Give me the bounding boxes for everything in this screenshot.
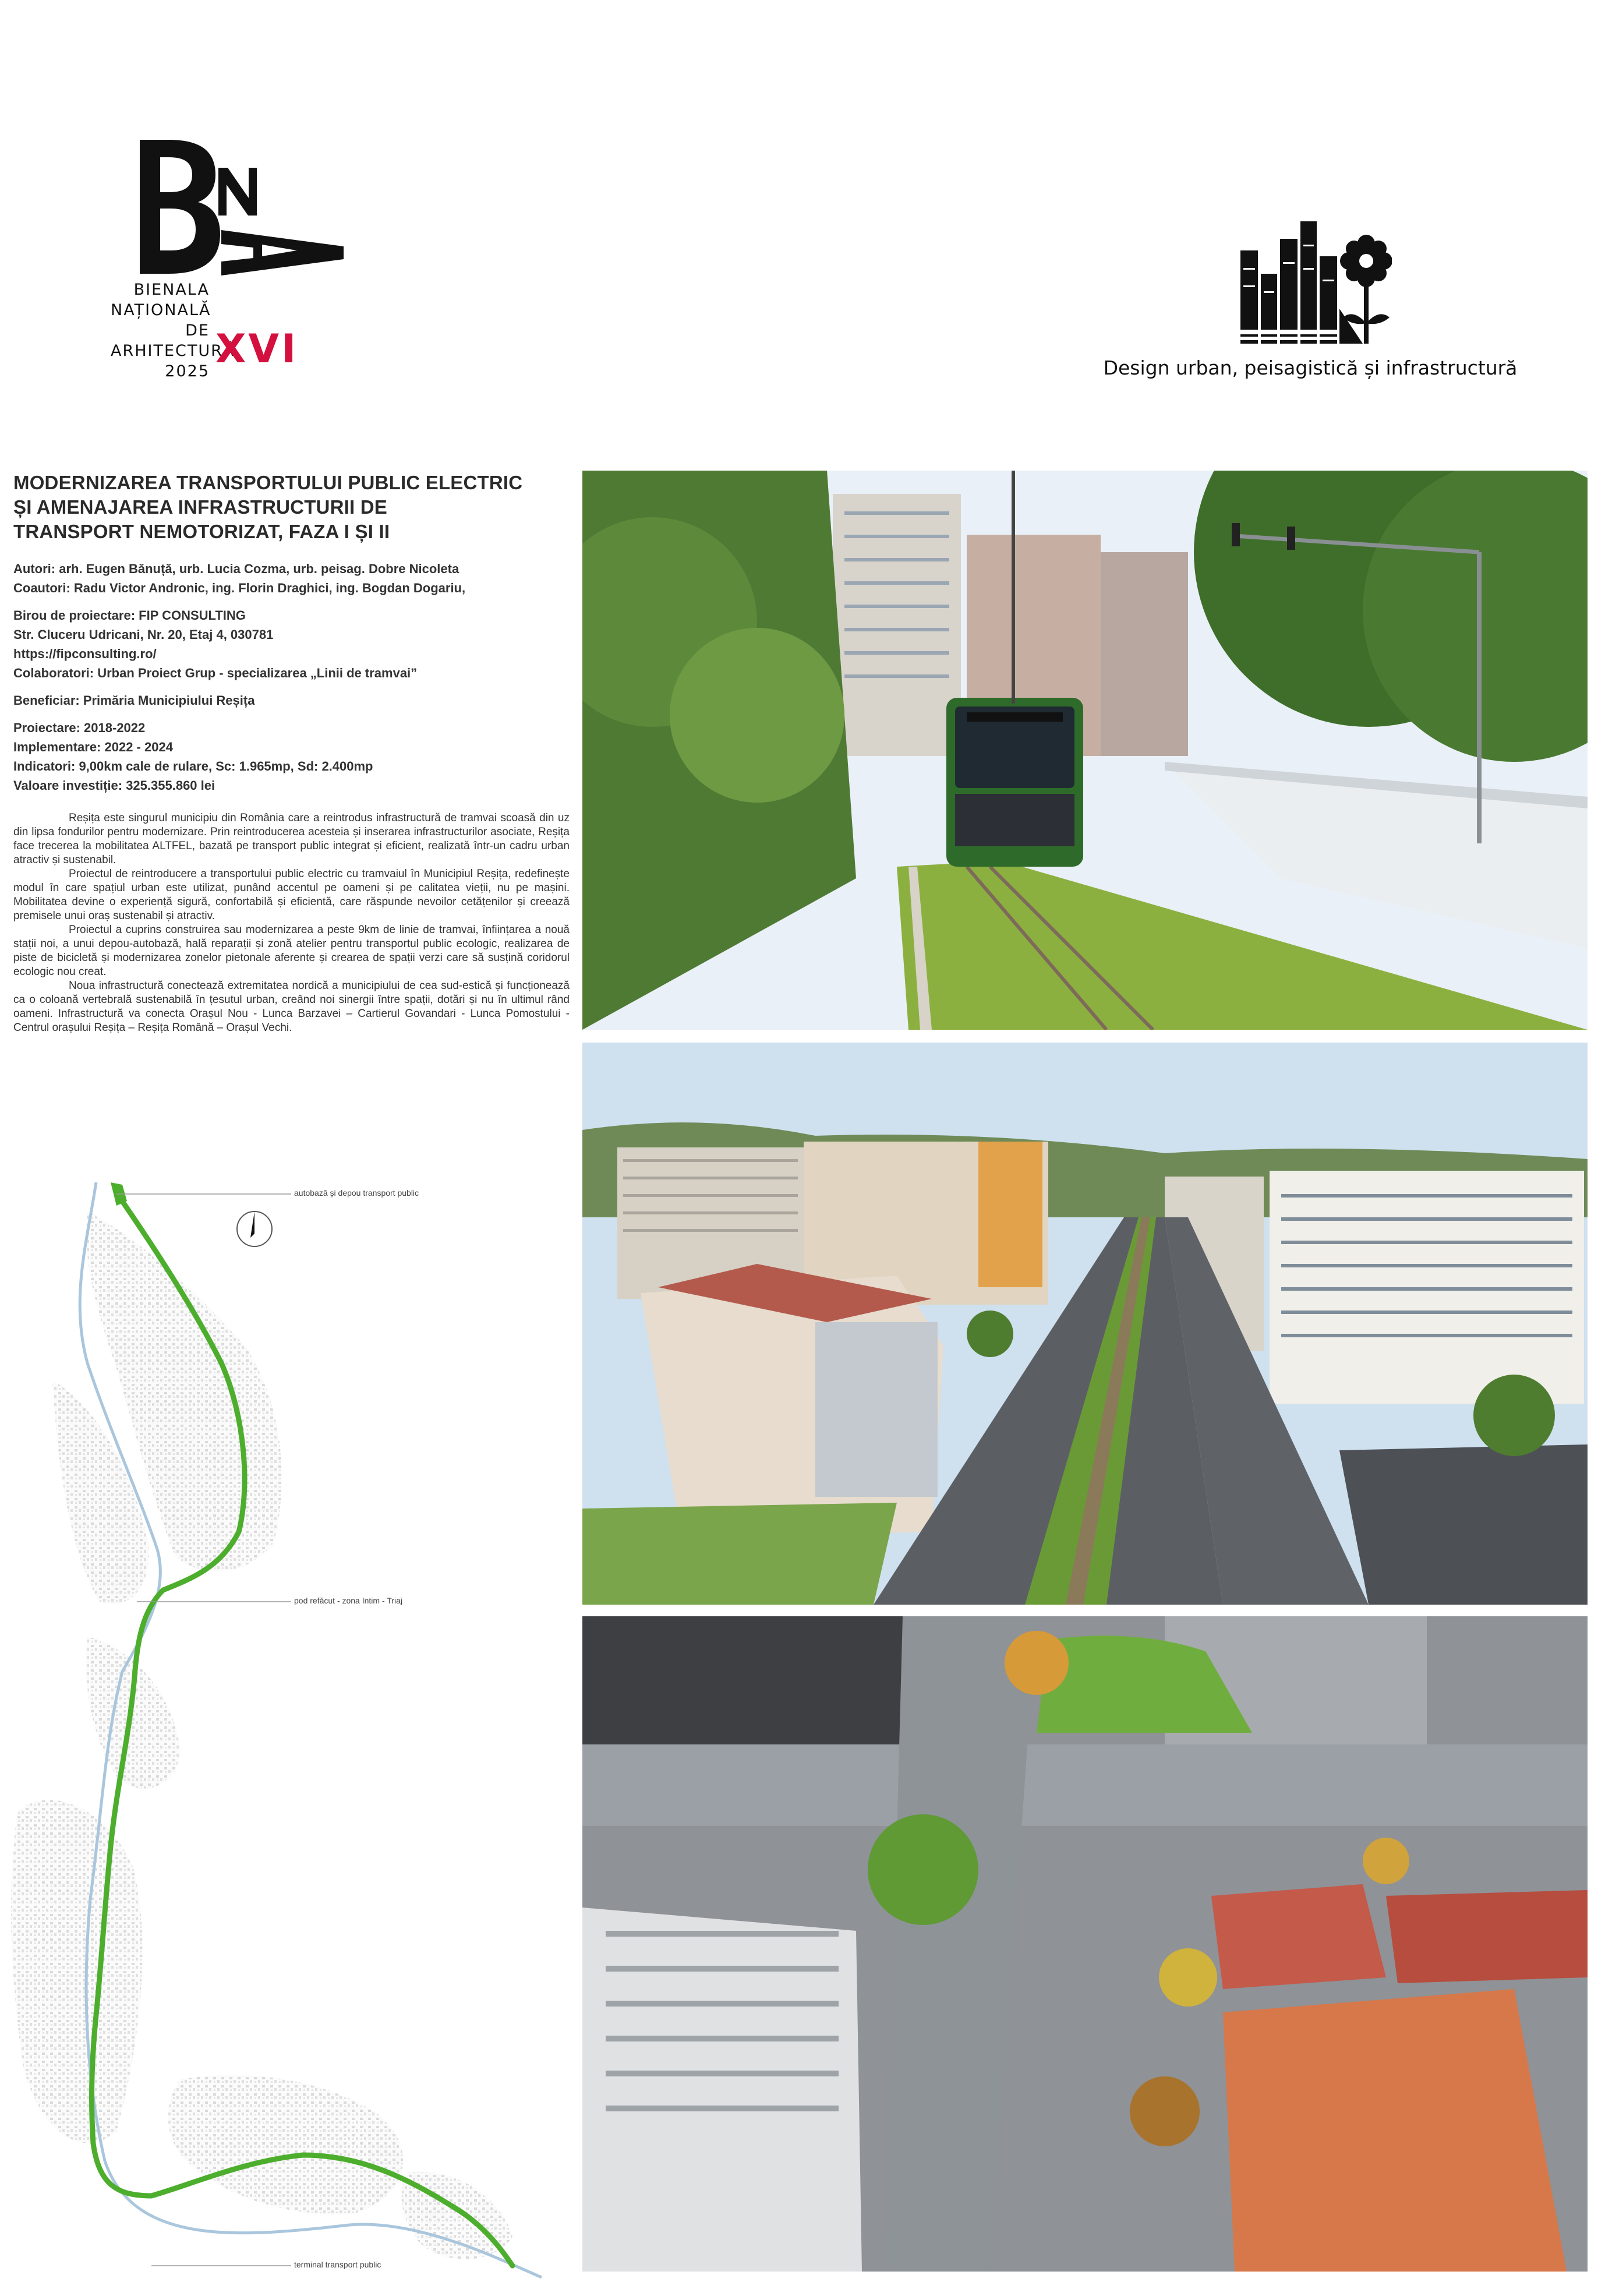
logo-year: 2025 xyxy=(165,362,210,380)
project-meta xyxy=(13,559,570,795)
city-flower-icon xyxy=(1229,216,1392,349)
description-paragraph: Noua infrastructură conectează extremitatea nordică a municipiului de cea sud-estică și funcționează ca o coloană vertebrală sustenabilă în țesutul urban, creând noi sinergii între spații, dotări și nu în ultimul rând oameni. Infrastructură va conecta Orașul Nou - Lunca Barzavei – Cartierul Govandari - Lunca Pomostului - Centrul orașului Reșița – Reșița Română – Orașul Vechi. xyxy=(13,980,570,1034)
photo-tram-green-track xyxy=(582,471,1588,1030)
office-address: Str. Cluceru Udricani, Nr. 20, Etaj 4, 030781 xyxy=(13,627,274,642)
photo-aerial-boulevard xyxy=(582,1043,1588,1605)
indicators: Indicatori: 9,00km cale de rulare, Sc: 1.965mp, Sd: 2.400mp xyxy=(13,759,373,773)
map-label-terminal: terminal transport public xyxy=(294,2260,381,2269)
description-paragraph: Reșița este singurul municipiu din România care a reintrodus infrastructură de tramvai scoasă din uz din lipsa fondurilor pentru modernizare. Prin reintroducerea acesteia și inserarea infrastructurilor asociate, Reșița face trecerea la mobilitatea ALTFEL, bazată pe transport public integrat și eficient, realizată într-un cadru urban atractiv și sustenabil. xyxy=(13,812,570,866)
project-description xyxy=(13,811,570,1035)
logo-text xyxy=(111,280,235,382)
bna-logo xyxy=(105,134,349,408)
title-line: MODERNIZAREA TRANSPORTULUI PUBLIC ELECTRIC xyxy=(13,472,523,493)
description-paragraph: Proiectul de reintroducere a transportului public electric cu tramvaiul în Municipiul Reșița, redefinește modul în care spațiul urban este utilizat, punând accentul pe oameni și pe calitatea vieții, nu pe mașini. Mobilitatea devine o experiență sigură, confortabilă și eficientă, care răspunde nevoilor cetățenilor și creează premisele unui oraș sustenabil și atractiv. xyxy=(13,868,570,922)
map-label-bridge: pod refăcut - zona Intim - Triaj xyxy=(294,1596,402,1605)
description-paragraph: Proiectul a cuprins construirea sau modernizarea a peste 9km de linie de tramvai, înființarea a nouă stații noi, a unui depou-autobază, hală reparații și zonă atelier pentru transportul public ecologic, realizarea de piste de bicicletă și modernizarea zonelor pietonale aferente și crearea de spații verzi care să susțină coridorul ecologic nou creat. xyxy=(13,924,570,978)
logo-line: BIENALA xyxy=(133,281,210,299)
logo-edition: XVI xyxy=(215,326,299,372)
north-arrow-icon xyxy=(237,1211,272,1246)
route-map-drawing xyxy=(0,1171,574,2293)
title-line: TRANSPORT NEMOTORIZAT, FAZA I ȘI II xyxy=(13,521,390,542)
category-label: Design urban, peisagistică și infrastructură xyxy=(1103,356,1518,379)
map-label-depot: autobază și depou transport public xyxy=(294,1188,419,1198)
logo-line: DE xyxy=(185,322,210,340)
investment-value: Valoare investiție: 325.355.860 lei xyxy=(13,778,215,793)
logo-line: NAȚIONALĂ xyxy=(111,301,211,319)
route-map xyxy=(0,1171,574,2293)
project-title xyxy=(13,471,570,544)
beneficiary: Beneficiar: Primăria Municipiului Reșița xyxy=(13,693,255,708)
authors: Autori: arh. Eugen Bănuță, urb. Lucia Cozma, urb. peisag. Dobre Nicoleta xyxy=(13,561,459,576)
project-info xyxy=(13,471,570,1035)
logo-line: ARHITECTURĂ xyxy=(111,342,235,360)
coauthors: Coautori: Radu Victor Andronic, ing. Florin Draghici, ing. Bogdan Dogariu, xyxy=(13,581,466,595)
office-website: https://fipconsulting.ro/ xyxy=(13,647,157,661)
design-office: Birou de proiectare: FIP CONSULTING xyxy=(13,608,246,623)
photo-aerial-roundabout xyxy=(582,1616,1588,2272)
design-period: Proiectare: 2018-2022 xyxy=(13,720,146,735)
implementation-period: Implementare: 2022 - 2024 xyxy=(13,740,173,754)
title-line: ȘI AMENAJAREA INFRASTRUCTURII DE xyxy=(13,496,387,518)
collaborators: Colaboratori: Urban Proiect Grup - specializarea „Linii de tramvai” xyxy=(13,666,418,680)
